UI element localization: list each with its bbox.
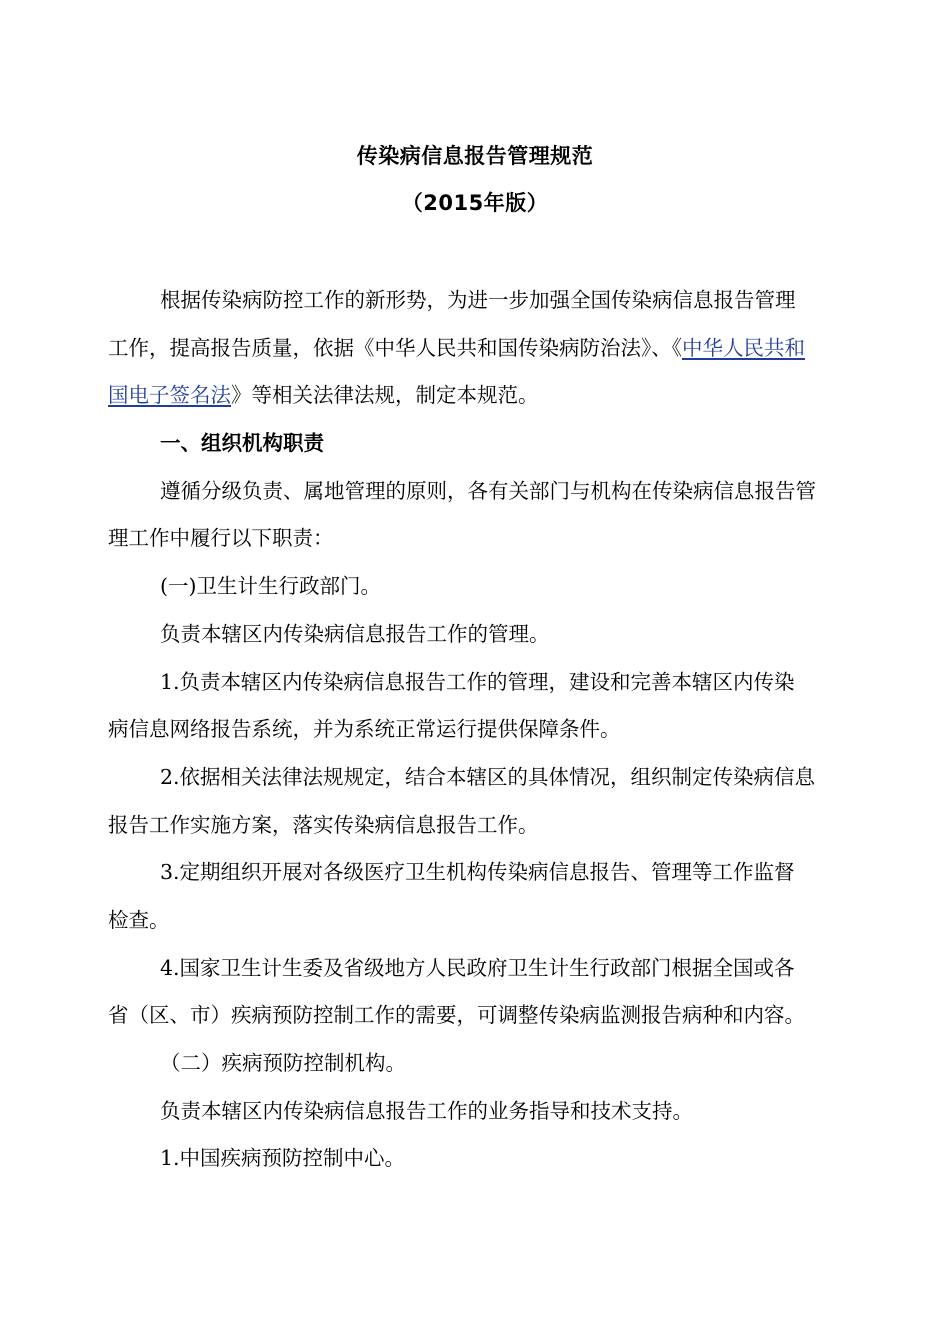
section-heading-org-duties: 一、组织机构职责 [160,431,324,455]
subsection-heading-cdc: （二）疾病预防控制机构。 [160,1051,406,1075]
item-2-line-1: 2.依据相关法律法规规定，结合本辖区的具体情况，组织制定传染病信息 [160,765,816,789]
document-subtitle: （2015年版） [401,191,549,215]
subsection-summary-cdc: 负责本辖区内传染病信息报告工作的业务指导和技术支持。 [160,1099,693,1123]
intro-line-3 [108,380,539,410]
principle-line-2: 理工作中履行以下职责： [108,526,334,550]
subsection-summary-health-admin: 负责本辖区内传染病信息报告工作的管理。 [160,622,550,646]
intro-line-2 [108,333,805,363]
intro-line-1: 根据传染病防控工作的新形势，为进一步加强全国传染病信息报告管理 [160,288,796,312]
electronic-signature-law-link-part-2[interactable]: 国电子签名法 [108,383,231,407]
item-4-line-1: 4.国家卫生计生委及省级地方人民政府卫生计生行政部门根据全国或各 [160,956,795,980]
item-1-line-2: 病信息网络报告系统，并为系统正常运行提供保障条件。 [108,717,621,741]
item-2-line-2: 报告工作实施方案，落实传染病信息报告工作。 [108,813,539,837]
intro-line-3-text: 》等相关法律法规，制定本规范。 [231,383,539,407]
intro-line-2-text: 工作，提高报告质量，依据《中华人民共和国传染病防治法》、《 [108,336,682,360]
item-3-line-1: 3.定期组织开展对各级医疗卫生机构传染病信息报告、管理等工作监督 [160,860,795,884]
item-1-line-1: 1.负责本辖区内传染病信息报告工作的管理，建设和完善本辖区内传染 [160,670,795,694]
item-5-line-1: 1.中国疾病预防控制中心。 [160,1146,406,1170]
electronic-signature-law-link-part-1[interactable]: 中华人民共和 [682,336,805,360]
document-title: 传染病信息报告管理规范 [356,144,594,168]
item-4-line-2: 省（区、市）疾病预防控制工作的需要，可调整传染病监测报告病种和内容。 [108,1003,805,1027]
subsection-heading-health-admin: (一)卫生计生行政部门。 [160,574,381,598]
item-3-line-2: 检查。 [108,908,170,932]
principle-line-1: 遵循分级负责、属地管理的原则，各有关部门与机构在传染病信息报告管 [160,479,816,503]
